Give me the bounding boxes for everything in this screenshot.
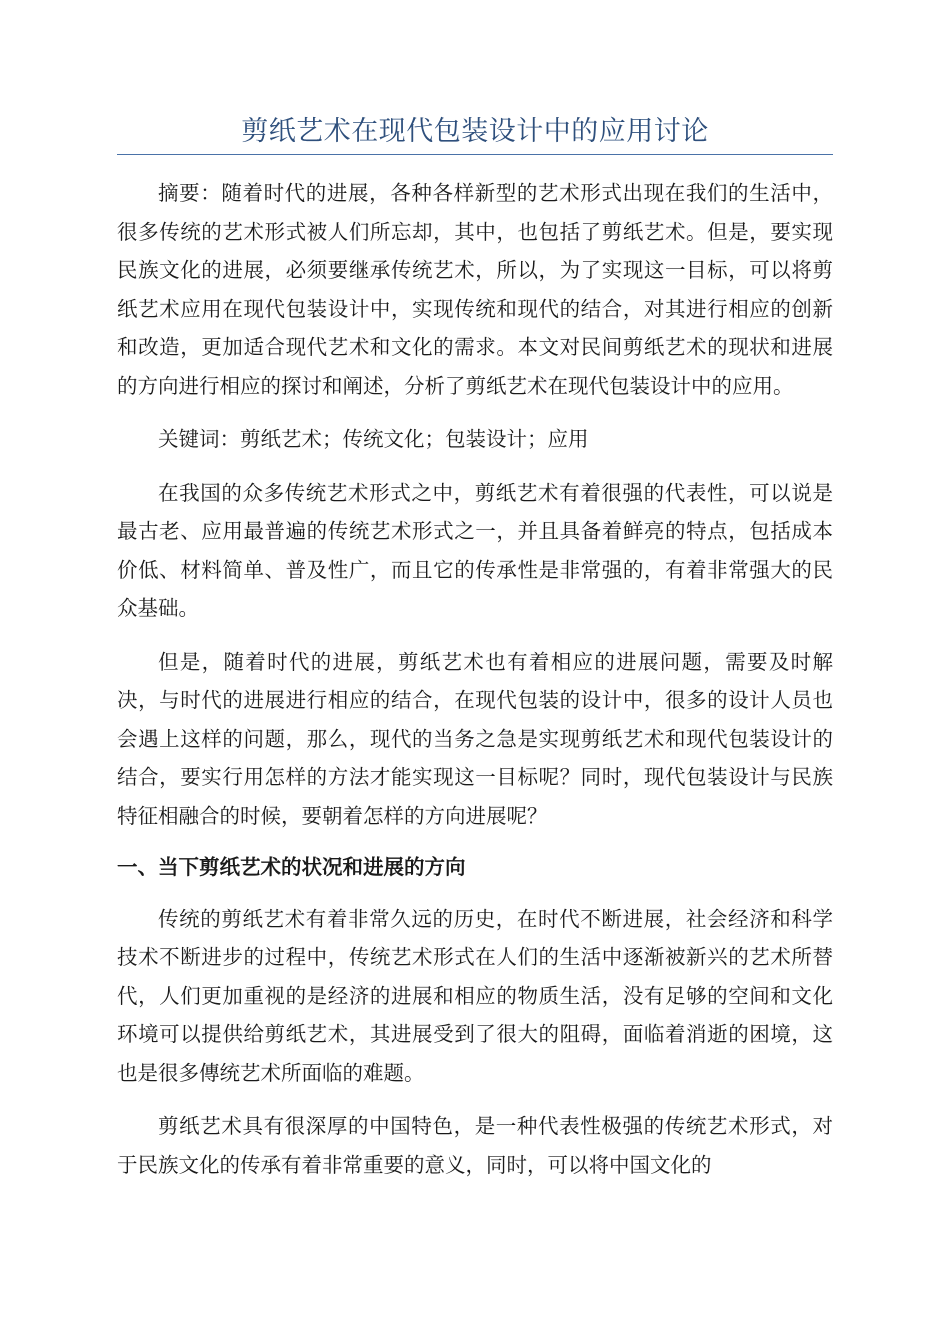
intro-paragraph-1: 在我国的众多传统艺术形式之中，剪纸艺术有着很强的代表性，可以说是最古老、应用最普遍的传统艺术形式之一，并且具备着鲜亮的特点，包括成本价低、材料简单、普及性广，而且它的传承性是非常强的，有着非常强大的民众基础。 <box>117 480 833 620</box>
keywords-paragraph: 关键词：剪纸艺术；传统文化；包装设计；应用 <box>158 427 589 451</box>
document-page <box>117 112 833 1184</box>
intro-paragraph-2: 但是，随着时代的进展，剪纸艺术也有着相应的进展问题，需要及时解决，与时代的进展进行相应的结合，在现代包装的设计中，很多的设计人员也会遇上这样的问题，那么，现代的当务之急是实现剪纸艺术和现代包装设计的结合，要实行用怎样的方法才能实现这一目标呢？同时，现代包装设计与民族特征相融合的时候，要朝着怎样的方向进展呢？ <box>117 649 833 828</box>
section1-paragraph-2: 剪纸艺术具有很深厚的中国特色，是一种代表性极强的传统艺术形式，对于民族文化的传承有着非常重要的意义，同时，可以将中国文化的 <box>117 1114 833 1177</box>
title-underline <box>117 154 833 155</box>
document-title: 剪纸艺术在现代包装设计中的应用讨论 <box>241 116 709 147</box>
abstract-paragraph: 摘要：随着时代的进展，各种各样新型的艺术形式出现在我们的生活中，很多传统的艺术形式被人们所忘却，其中，也包括了剪纸艺术。但是，要实现民族文化的进展，必须要继承传统艺术，所以，为了实现这一目标，可以将剪纸艺术应用在现代包装设计中，实现传统和现代的结合，对其进行相应的创新和改造，更加适合现代艺术和文化的需求。本文对民间剪纸艺术的现状和进展的方向进行相应的探讨和阐述，分析了剪纸艺术在现代包装设计中的应用。 <box>117 181 833 398</box>
section-heading-1: 一、当下剪纸艺术的状况和进展的方向 <box>117 855 466 879</box>
section1-paragraph-1: 传统的剪纸艺术有着非常久远的历史，在时代不断进展，社会经济和科学技术不断进步的过程中，传统艺术形式在人们的生活中逐渐被新兴的艺术所替代，人们更加重视的是经济的进展和相应的物质生活，没有足够的空间和文化环境可以提供给剪纸艺术，其进展受到了很大的阻碍，面临着消逝的困境，这也是很多傳统艺术所面临的难题。 <box>117 906 833 1085</box>
